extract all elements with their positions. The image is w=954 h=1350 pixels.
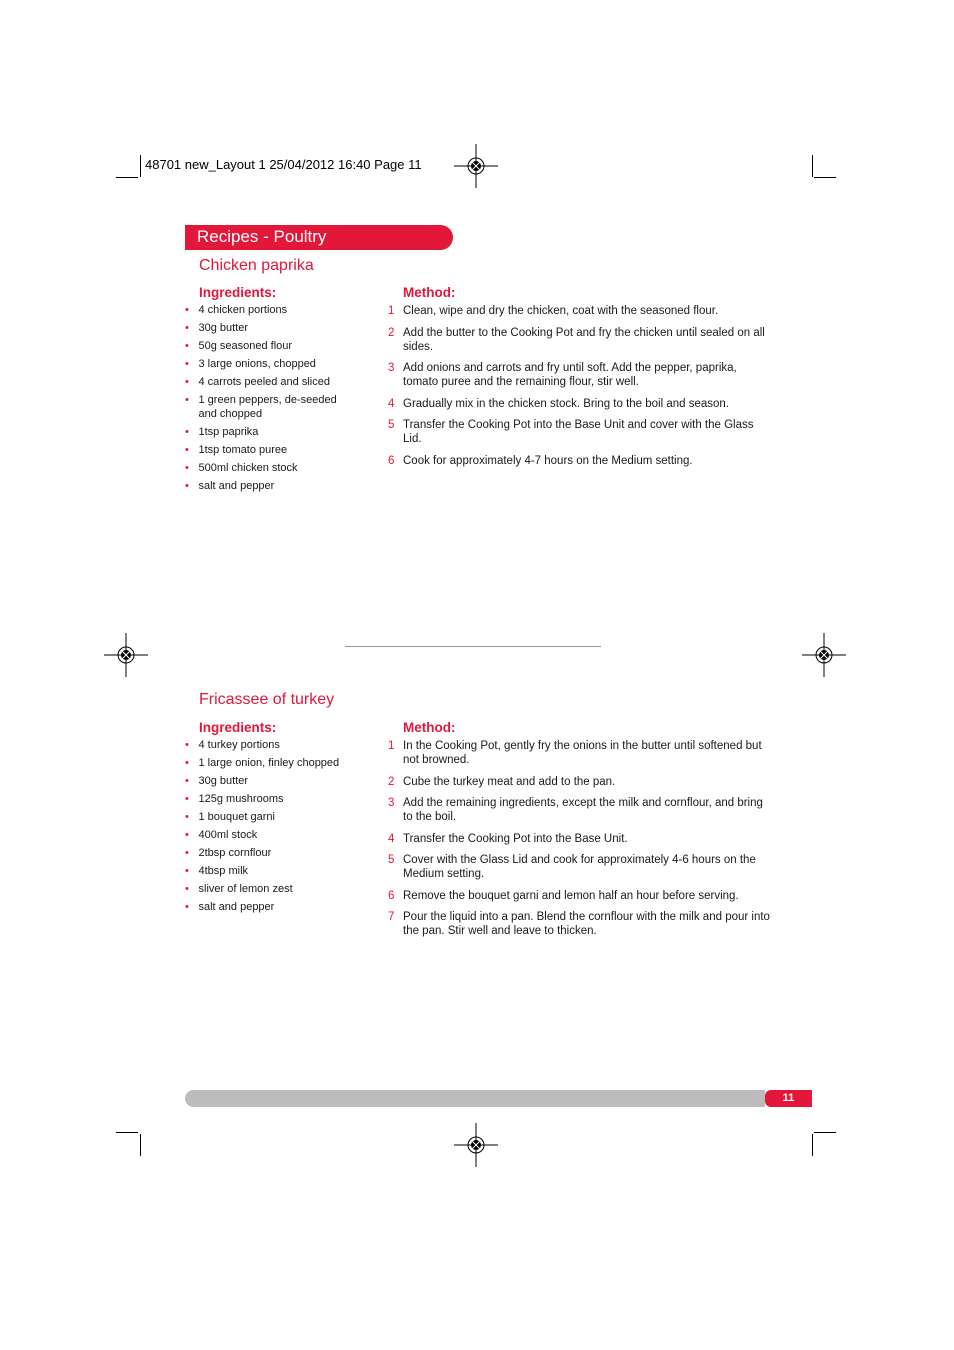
registration-mark-right-icon [802,633,846,677]
section-banner [185,225,453,250]
bullet-icon: • [185,811,189,823]
ingredient-item: • 3 large onions, chopped [185,358,316,370]
method-step: 5 Transfer the Cooking Pot into the Base Unit and cover with the Glass Lid. [388,419,754,445]
registration-mark-top-icon [454,144,498,188]
crop-mark-bottom-left-h [116,1132,138,1133]
crop-mark-top-right-v [812,155,813,177]
recipe-title: Fricassee of turkey [199,691,335,708]
section-title: Recipes - Poultry [197,227,327,246]
bullet-icon: • [185,775,189,787]
ingredient-item: • 125g mushrooms [185,793,284,805]
method-list [388,304,773,475]
ingredient-item: • sliver of lemon zest [185,883,293,895]
bullet-icon: • [185,322,189,334]
recipe-title: Chicken paprika [199,257,314,274]
method-step: 1 In the Cooking Pot, gently fry the onions in the butter until softened but not browned. [388,740,762,766]
ingredient-item: • 50g seasoned flour [185,340,293,352]
ingredients-list [185,738,370,918]
method-step: 2 Add the butter to the Cooking Pot and fry the chicken until sealed on all sides. [388,326,765,353]
crop-mark-top-right-h [814,177,836,178]
bullet-icon: • [185,304,189,316]
method-list [388,739,773,946]
ingredients-heading: Ingredients: [199,285,277,300]
crop-mark-bottom-left-v [140,1134,141,1156]
method-step: 7 Pour the liquid into a pan. Blend the cornflour with the milk and pour into the pan. Stir well and leave to thicken. [388,911,770,937]
method-step: 4 Transfer the Cooking Pot into the Base Unit. [388,832,628,845]
ingredient-item: • 4tbsp milk [185,865,249,877]
ingredient-item: • 4 carrots peeled and sliced [185,376,330,388]
ingredient-item: • 30g butter [185,322,249,334]
bullet-icon: • [185,394,189,406]
bullet-icon: • [185,462,189,474]
ingredient-item: • salt and pepper [185,901,275,913]
bullet-icon: • [185,739,189,751]
bullet-icon: • [185,480,189,492]
ingredient-item: • 1 green peppers, de-seeded and chopped [185,394,337,420]
crop-mark-top-left-v [140,155,141,177]
footer-bar [185,1090,765,1107]
bullet-icon: • [185,376,189,388]
ingredient-item: • 500ml chicken stock [185,462,298,474]
bullet-icon: • [185,847,189,859]
bullet-icon: • [185,829,189,841]
bullet-icon: • [185,901,189,913]
method-heading: Method: [403,720,456,735]
method-heading: Method: [403,285,456,300]
bullet-icon: • [185,358,189,370]
ingredients-list [185,303,370,497]
bullet-icon: • [185,444,189,456]
bullet-icon: • [185,865,189,877]
method-step: 2 Cube the turkey meat and add to the pan. [388,775,616,788]
bullet-icon: • [185,340,189,352]
crop-mark-bottom-right-v [812,1134,813,1156]
registration-mark-bottom-icon [454,1123,498,1167]
ingredient-item: • 1 bouquet garni [185,811,275,823]
method-step: 3 Add the remaining ingredients, except the milk and cornflour, and bring to the boil. [388,797,763,823]
bullet-icon: • [185,883,189,895]
section-divider [345,646,601,647]
page-number: 11 [782,1092,795,1104]
bullet-icon: • [185,793,189,805]
ingredient-item: • 1tsp paprika [185,426,259,438]
bullet-icon: • [185,757,189,769]
ingredient-item: • 400ml stock [185,829,258,841]
ingredient-item: • 1 large onion, finley chopped [185,757,340,769]
method-step: 5 Cover with the Glass Lid and cook for approximately 4-6 hours on the Medium setting. [388,854,756,880]
ingredient-item: • 1tsp tomato puree [185,444,288,456]
crop-mark-bottom-right-h [814,1132,836,1133]
slug-line: 48701 new_Layout 1 25/04/2012 16:40 Page 11 [145,157,422,172]
method-step: 1 Clean, wipe and dry the chicken, coat with the seasoned flour. [388,305,719,317]
crop-mark-top-left-h [116,177,138,178]
page-number-box [765,1090,812,1107]
bullet-icon: • [185,426,189,438]
ingredient-item: • 30g butter [185,775,249,787]
method-step: 6 Cook for approximately 4-7 hours on the Medium setting. [388,454,693,467]
ingredient-item: • 2tbsp cornflour [185,847,272,859]
ingredient-item: • 4 chicken portions [185,304,288,316]
ingredient-item: • salt and pepper [185,480,275,492]
method-step: 6 Remove the bouquet garni and lemon half an hour before serving. [388,889,739,902]
registration-mark-left-icon [104,633,148,677]
method-step: 4 Gradually mix in the chicken stock. Bring to the boil and season. [388,397,730,410]
ingredient-item: • 4 turkey portions [185,739,280,751]
ingredients-heading: Ingredients: [199,720,277,735]
method-step: 3 Add onions and carrots and fry until soft. Add the pepper, paprika, tomato puree and the remaining flour, stir well. [388,362,737,388]
